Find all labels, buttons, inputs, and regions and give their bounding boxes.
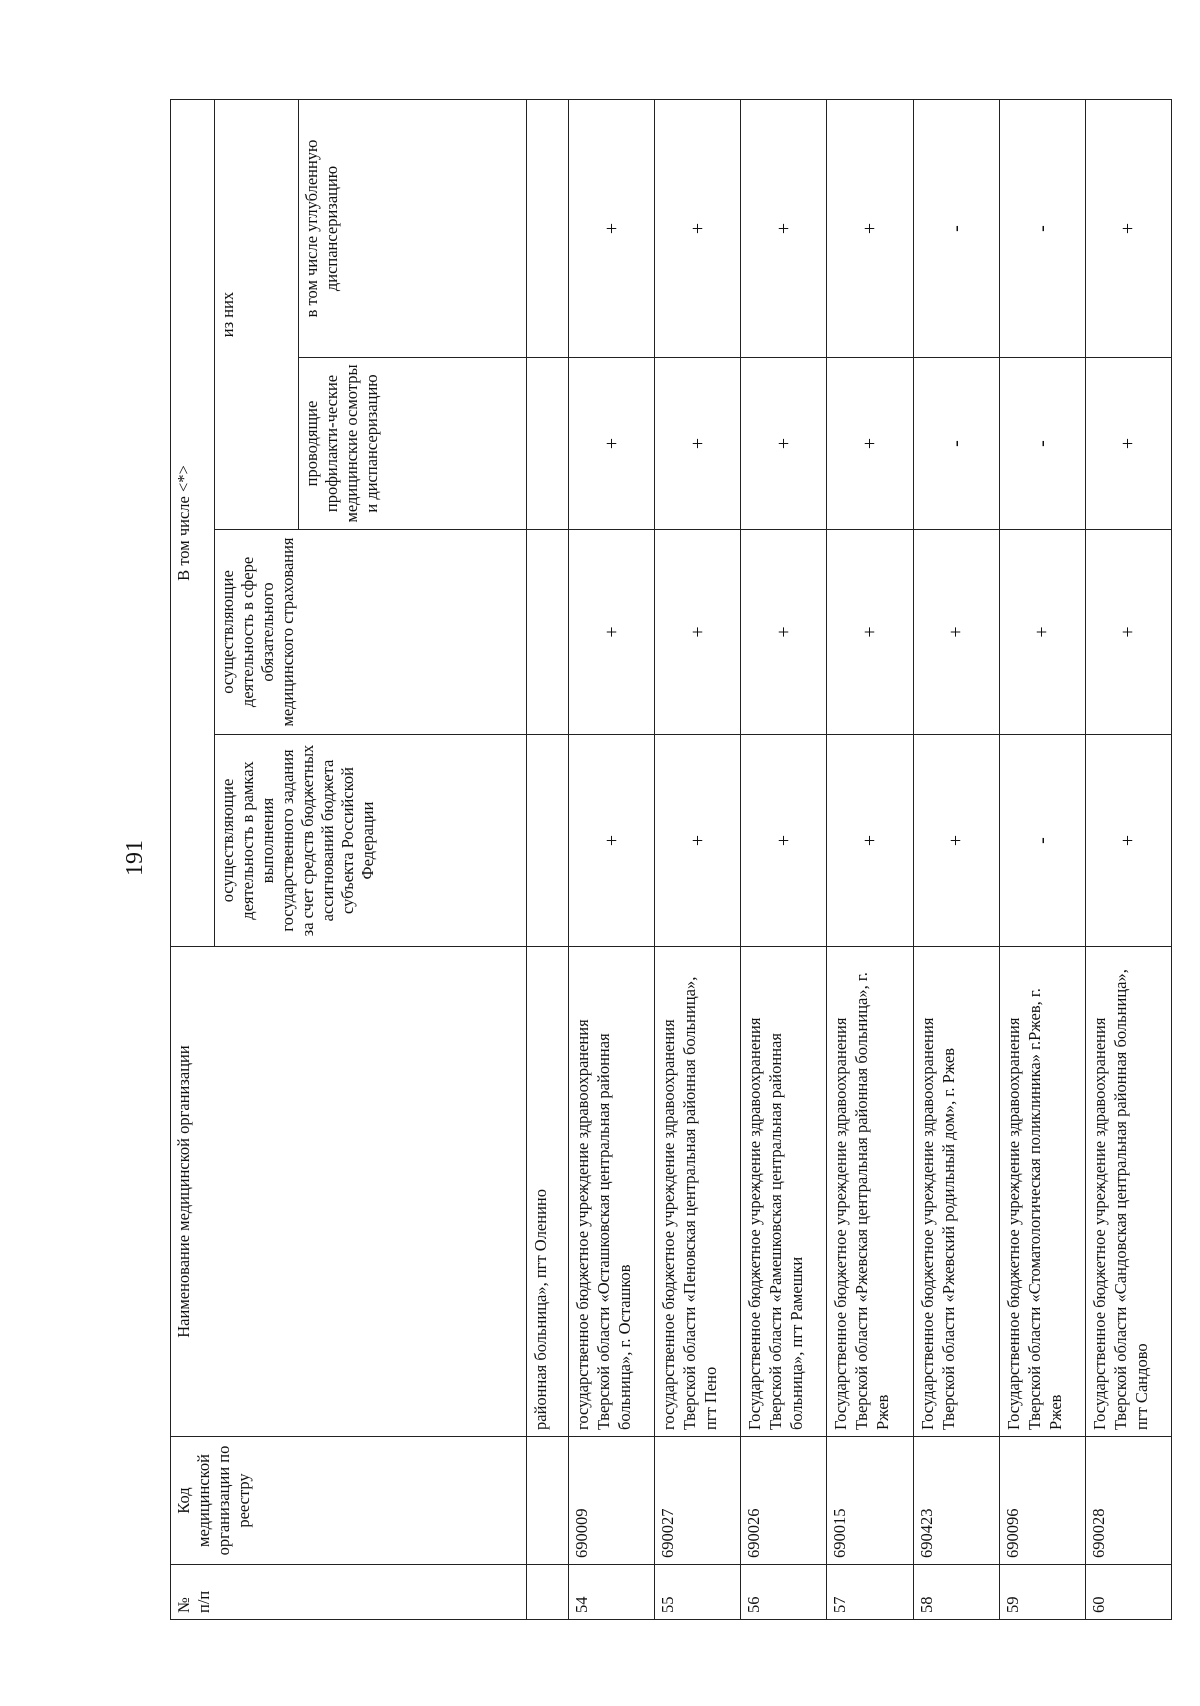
cell-deep: - [999, 100, 1085, 358]
rotated-table-container [170, 100, 1172, 1620]
cell-budget: - [999, 735, 1085, 947]
cell-num: 55 [655, 1565, 741, 1620]
cell-prof: + [827, 358, 913, 530]
cell-name: Государственное бюджетное учреждение здравоохранения Тверской области «Ржевская центральная районная больница», г. Ржев [827, 947, 913, 1437]
cell-oms: + [1085, 530, 1171, 735]
cell-code: 690009 [569, 1437, 655, 1565]
cell-oms: + [827, 530, 913, 735]
cell-prof: + [569, 358, 655, 530]
cell-budget: + [913, 735, 999, 947]
cell-name: государственное бюджетное учреждение здравоохранения Тверской области «Осташковская центральная районная больница», г. Осташков [569, 947, 655, 1437]
header-num: № п/п [171, 1565, 527, 1620]
header-name: Наименование медицинской организации [171, 947, 527, 1437]
cell-prof: + [655, 358, 741, 530]
cell-name: Государственное бюджетное учреждение здравоохранения Тверской области «Рамешковская центральная районная больница», пгт Рамешки [741, 947, 827, 1437]
cell-budget: + [1085, 735, 1171, 947]
medical-organizations-table [170, 99, 1172, 1620]
cell-num: 57 [827, 1565, 913, 1620]
cell-deep: + [655, 100, 741, 358]
cell-name: районная больница», пгт Оленино [527, 947, 569, 1437]
cell-code: 690423 [913, 1437, 999, 1565]
table-row [741, 100, 827, 1620]
header-oms: осуществляющие деятельность в сфере обязательного медицинского страхования [215, 530, 527, 735]
cell-budget: + [741, 735, 827, 947]
cell-budget: + [655, 735, 741, 947]
header-including: В том числе <*> [171, 100, 215, 947]
cell-name: Государственное бюджетное учреждение здравоохранения Тверской области «Сандовская центральная районная больница», пгт Сандово [1085, 947, 1171, 1437]
cell-num: 56 [741, 1565, 827, 1620]
cell-code [527, 1437, 569, 1565]
cell-prof: + [741, 358, 827, 530]
cell-prof: + [1085, 358, 1171, 530]
cell-oms [527, 530, 569, 735]
cell-deep: + [827, 100, 913, 358]
header-row-1 [171, 100, 215, 1620]
cell-num: 54 [569, 1565, 655, 1620]
cell-code: 690028 [1085, 1437, 1171, 1565]
cell-prof: - [999, 358, 1085, 530]
cell-deep: + [569, 100, 655, 358]
table-row [655, 100, 741, 1620]
cell-budget: + [569, 735, 655, 947]
table-row [913, 100, 999, 1620]
cell-prof: - [913, 358, 999, 530]
cell-oms: + [999, 530, 1085, 735]
page-number: 191 [122, 840, 148, 876]
table-row [999, 100, 1085, 1620]
cell-code: 690096 [999, 1437, 1085, 1565]
cell-code: 690027 [655, 1437, 741, 1565]
header-of-them: из них [215, 100, 299, 530]
cell-name: государственное бюджетное учреждение здравоохранения Тверской области «Пеновская центральная районная больница», пгт Пено [655, 947, 741, 1437]
cell-deep: - [913, 100, 999, 358]
cell-deep: + [1085, 100, 1171, 358]
cell-num: 60 [1085, 1565, 1171, 1620]
table-row [569, 100, 655, 1620]
cell-num: 59 [999, 1565, 1085, 1620]
cell-budget: + [827, 735, 913, 947]
cell-oms: + [913, 530, 999, 735]
cell-num: 58 [913, 1565, 999, 1620]
cell-code: 690015 [827, 1437, 913, 1565]
header-code: Код медицинской организации по реестру [171, 1437, 527, 1565]
table-row [1085, 100, 1171, 1620]
header-deep: в том числе углубленную диспансеризацию [299, 100, 527, 358]
continuation-row [527, 100, 569, 1620]
cell-num [527, 1565, 569, 1620]
table-row [827, 100, 913, 1620]
cell-oms: + [741, 530, 827, 735]
cell-name: Государственное бюджетное учреждение здравоохранения Тверской области «Ржевский родильный дом», г. Ржев [913, 947, 999, 1437]
cell-deep: + [741, 100, 827, 358]
cell-deep [527, 100, 569, 358]
header-budget: осуществляющие деятельность в рамках выполнения государственного задания за счет средств бюджетных ассигнований бюджета субъекта Российской Федерации [215, 735, 527, 947]
cell-name: Государственное бюджетное учреждение здравоохранения Тверской области «Стоматологическая поликлиника» г.Ржев, г. Ржев [999, 947, 1085, 1437]
cell-prof [527, 358, 569, 530]
cell-oms: + [569, 530, 655, 735]
cell-budget [527, 735, 569, 947]
cell-code: 690026 [741, 1437, 827, 1565]
header-prof: проводящие профилакти-ческие медицинские осмотры и диспансеризацию [299, 358, 527, 530]
cell-oms: + [655, 530, 741, 735]
